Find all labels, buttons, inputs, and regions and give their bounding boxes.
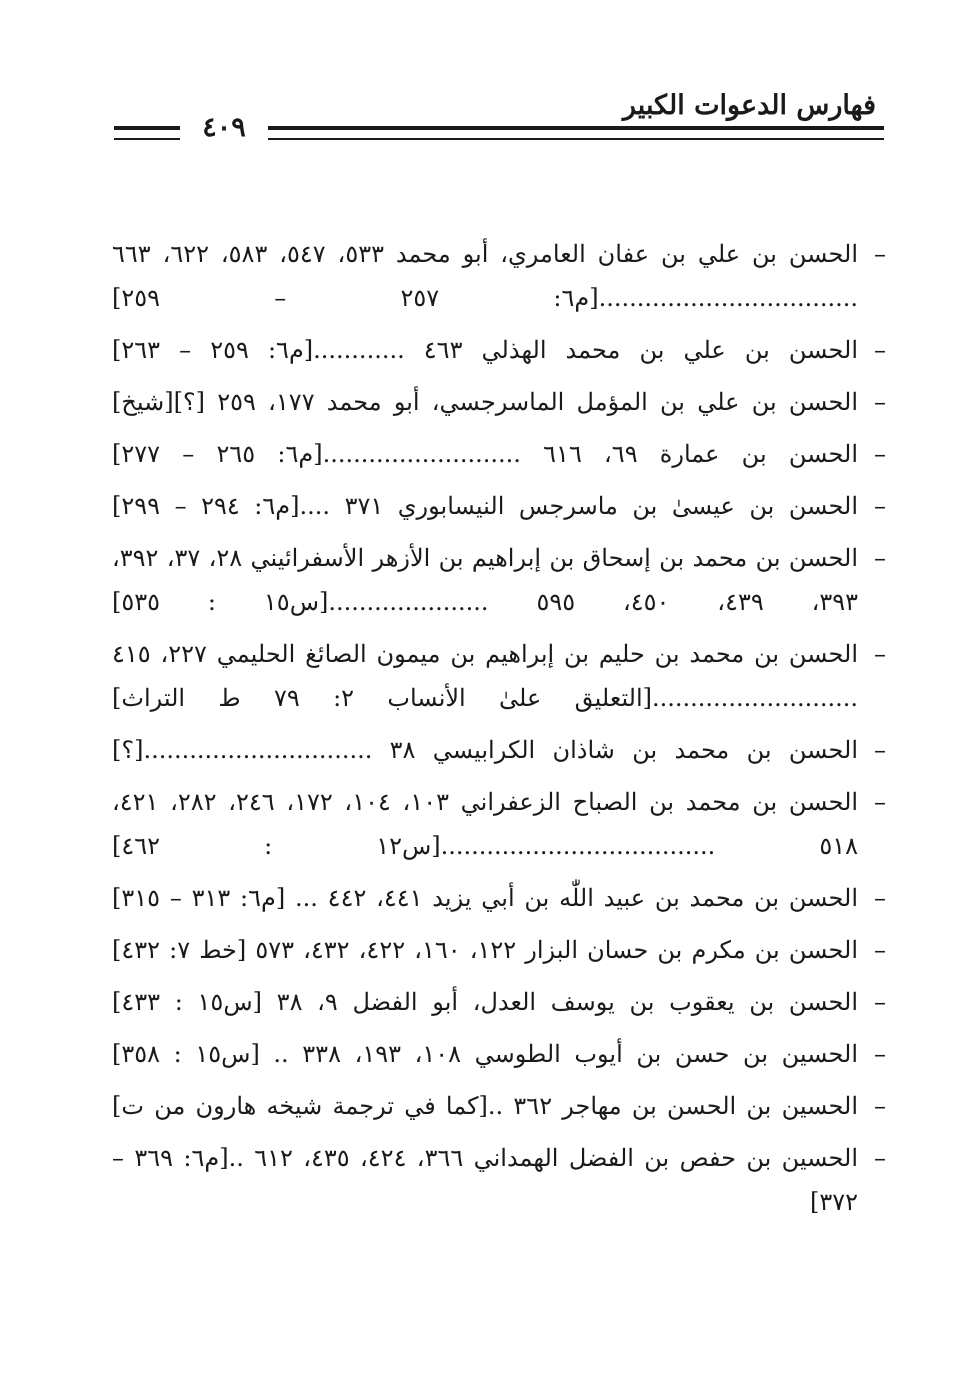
index-entry: – الحسن بن يعقوب بن يوسف العدل، أبو الفضل ٩، ٣٨ [س١٥ : ٤٣٣]: [112, 980, 858, 1024]
running-header-title: فهارس الدعوات الكبير: [622, 90, 876, 121]
header-rule-short: [114, 126, 180, 140]
index-entry: – الحسن بن علي بن محمد الهذلي ٤٦٣ ............[م٦: ٢٥٩ – ٢٦٣]: [112, 328, 858, 372]
index-entries: [112, 232, 858, 1230]
index-entry: – الحسن بن محمد بن إسحاق بن إبراهيم بن الأزهر الأسفرائيني ٢٨، ٣٧، ٣٩٢، ٣٩٣، ٤٣٩، ٤٥٠، ٥٩٥ .....................[س١٥ : ٥٣٥]: [112, 536, 858, 624]
index-entry: – الحسن بن مكرم بن حسان البزار ١٢٢، ١٦٠، ٤٢٢، ٤٣٢، ٥٧٣ [خط ٧: ٤٣٢]: [112, 928, 858, 972]
index-entry: – الحسن بن محمد بن الصباح الزعفراني ١٠٣، ١٠٤، ١٧٢، ٢٤٦، ٢٨٢، ٤٢١، ٥١٨ ....................................[س١٢ : ٤٦٢]: [112, 780, 858, 868]
index-entry: – الحسن بن علي بن المؤمل الماسرجسي، أبو محمد ١٧٧، ٢٥٩ [؟][شيخ]: [112, 380, 858, 424]
index-entry: – الحسن بن عيسىٰ بن ماسرجس النيسابوري ٣٧١ ....[م٦: ٢٩٤ – ٢٩٩]: [112, 484, 858, 528]
index-entry: – الحسين بن الحسن بن مهاجر ٣٦٢ ..[كما في ترجمة شيخه هارون من ت]: [112, 1084, 858, 1128]
index-entry: – الحسين بن حسن بن أيوب الطوسي ١٠٨، ١٩٣، ٣٣٨ .. [س١٥ : ٣٥٨]: [112, 1032, 858, 1076]
index-entry: – الحسن بن محمد بن حليم بن إبراهيم بن ميمون الصائغ الحليمي ٢٢٧، ٤١٥ ...........................[التعليق علىٰ الأنساب ٢: ٧٩ ط التراث]: [112, 632, 858, 720]
index-entry: – الحسن بن محمد بن عبيد اللّٰه بن أبي يزيد ٤٤١، ٤٤٢ ... [م٦: ٣١٣ – ٣١٥]: [112, 876, 858, 920]
index-entry: – الحسن بن محمد بن شاذان الكرابيسي ٣٨ ..............................[؟]: [112, 728, 858, 772]
header-rule: [268, 126, 884, 140]
page-number: ٤٠٩: [202, 112, 246, 143]
index-entry: – الحسن بن علي بن عفان العامري، أبو محمد ٥٣٣، ٥٤٧، ٥٨٣، ٦٢٢، ٦٦٣ ..................................[م٦: ٢٥٧ – ٢٥٩]: [112, 232, 858, 320]
index-entry: – الحسن بن عمارة ٦٩، ٦١٦ ..........................[م٦: ٢٦٥ – ٢٧٧]: [112, 432, 858, 476]
index-entry: – الحسين بن حفص بن الفضل الهمداني ٣٦٦، ٤٢٤، ٤٣٥، ٦١٢ ..[م٦: ٣٦٩ – ٣٧٢]: [112, 1136, 858, 1224]
